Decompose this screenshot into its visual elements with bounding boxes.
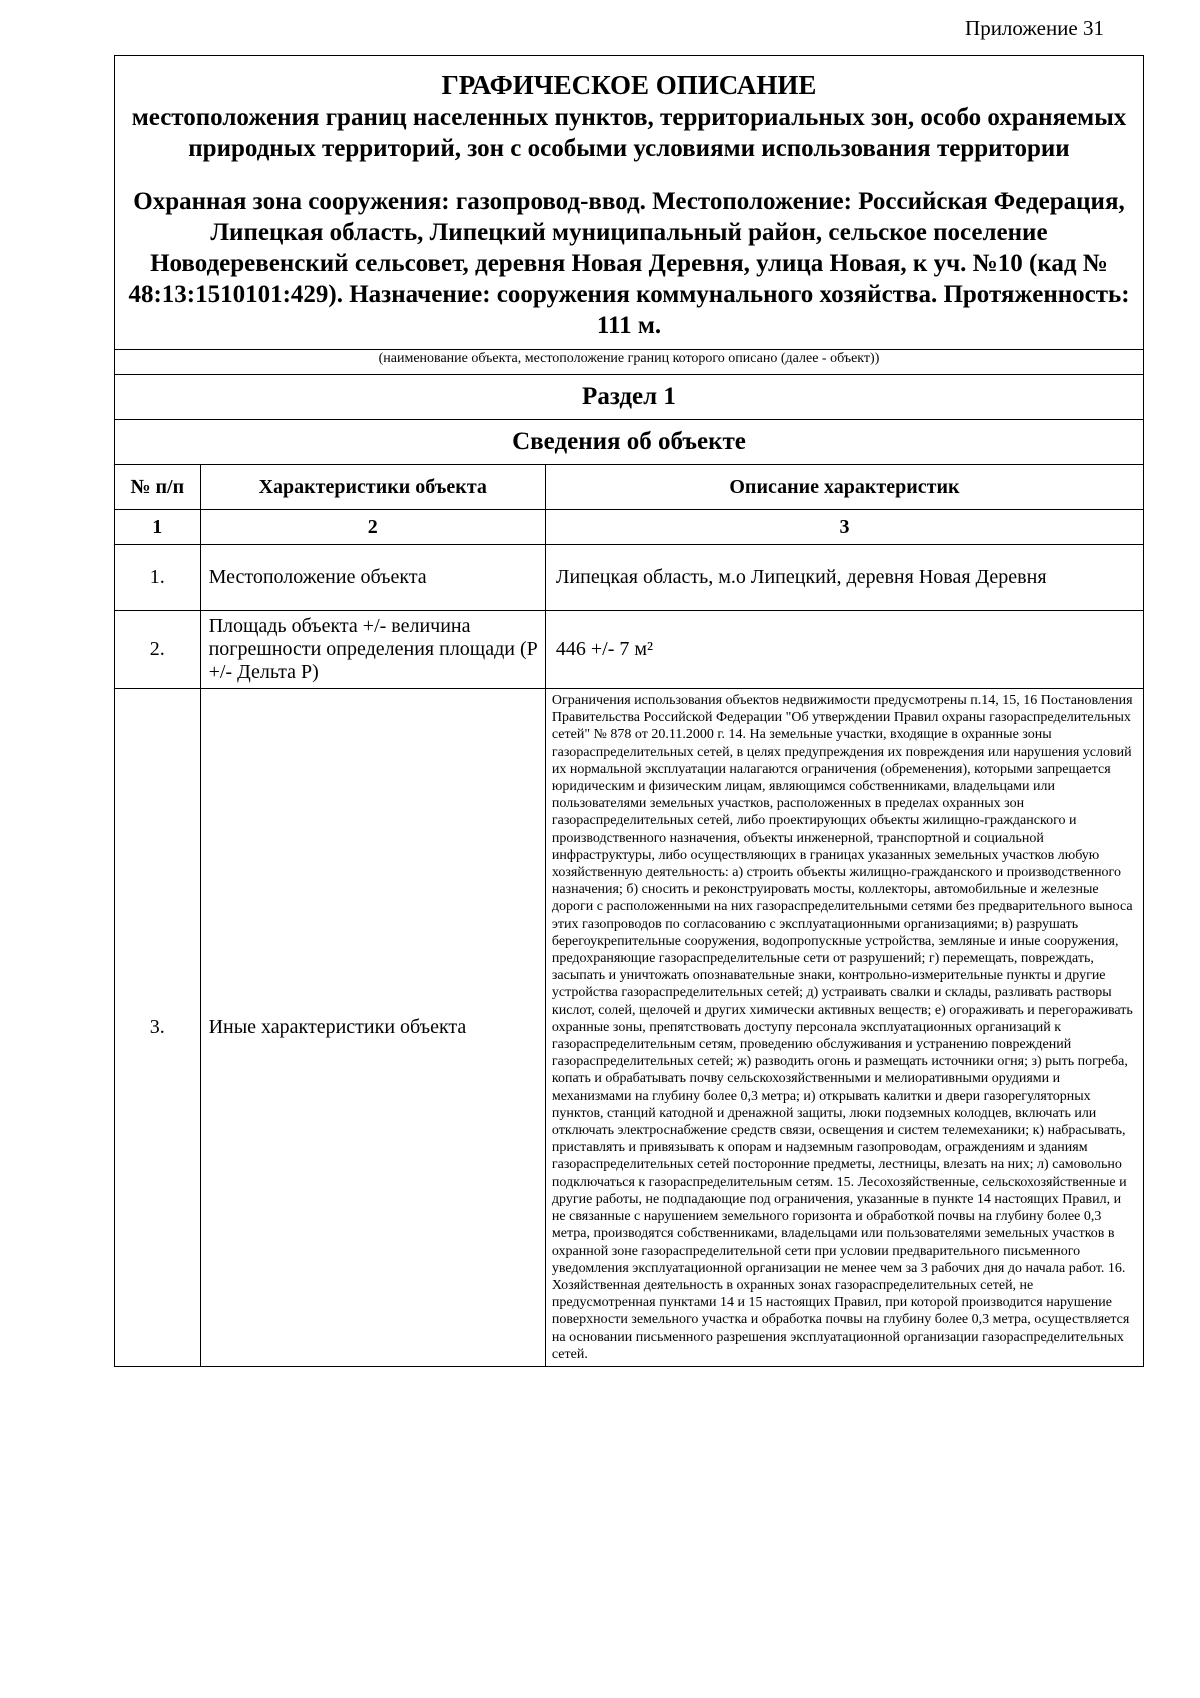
table-header-row: [115, 465, 1143, 510]
column-number-2: 2: [200, 510, 545, 545]
object-info-table: [115, 464, 1143, 1366]
document-title: ГРАФИЧЕСКОЕ ОПИСАНИЕ: [441, 70, 817, 100]
header-num: № п/п: [115, 465, 200, 510]
header-characteristic: Характеристики объекта: [200, 465, 545, 510]
object-name: Охранная зона сооружения: газопровод-ввод. Местоположение: Российская Федерация, Липецкая область, Липецкий муниципальный район, сельское поселение Новодеревенский сельсовет, деревня Новая Деревня, улица Новая, к уч. №10 (кад № 48:13:1510101:429). Назначение: сооружения коммунального хозяйства. Протяженность: 111 м.: [128, 188, 1130, 339]
row-number: 3.: [115, 689, 200, 1366]
header-description: Описание характеристик: [545, 465, 1143, 510]
column-number-3: 3: [545, 510, 1143, 545]
table-row: [115, 545, 1143, 611]
object-caption: (наименование объекта, местоположение границ которого описано (далее - объект)): [115, 349, 1143, 374]
section-subtitle: Сведения об объекте: [115, 419, 1143, 464]
appendix-label: Приложение 31: [965, 16, 1104, 40]
row-description: Ограничения использования объектов недвижимости предусмотрены п.14, 15, 16 Постановления Правительства Российской Федерации "Об утверждении Правил охраны газораспределительных сетей" № 878 от 20.11.2000 г. 14. На земельные участки, входящие в охранные зоны газораспределительных сетей, в целях предупреждения их повреждения или нарушения условий их нормальной эксплуатации налагаются ограничения (обременения), которыми запрещается юридическим и физическим лицам, являющимся собственниками, владельцами или пользователями земельных участков, расположенных в пределах охранных зон газораспределительных сетей, либо проектирующих объекты жилищно-гражданского и производственного назначения, объекты инженерной, транспортной и социальной инфраструктуры, либо осуществляющих в границах указанных земельных участков любую хозяйственную деятельность: а) строить объекты жилищно-гражданского и производственного назначения; б) сносить и реконструировать мосты, коллекторы, автомобильные и железные дороги с расположенными на них газораспределительными сетями без предварительного выноса этих газопроводов по согласованию с эксплуатационными организациями; в) разрушать берегоукрепительные сооружения, водопропускные устройства, земляные и иные сооружения, предохраняющие газораспределительные сети от разрушений; г) перемещать, повреждать, засыпать и уничтожать опознавательные знаки, контрольно-измерительные пункты и другие устройства газораспределительных сетей; д) устраивать свалки и склады, разливать растворы кислот, солей, щелочей и других химически активных веществ; е) огораживать и перегораживать охранные зоны, препятствовать доступу персонала эксплуатационных организаций к газораспределительным сетям, проведению обслуживания и устранению повреждений газораспределительных сетей; ж) разводить огонь и размещать источники огня; з) рыть погреба, копать и обрабатывать почву сельскохозяйственными и мелиоративными орудиями и механизмами на глубину более 0,3 метра; и) открывать калитки и двери газорегуляторных пунктов, станций катодной и дренажной защиты, люки подземных колодцев, включать или отключать электроснабжение средств связи, освещения и систем телемеханики; к) набрасывать, приставлять и привязывать к опорам и надземным газопроводам, ограждениям и зданиям газораспределительных сетей посторонние предметы, лестницы, влезать на них; л) самовольно подключаться к газораспределительным сетям. 15. Лесохозяйственные, сельскохозяйственные и другие работы, не подпадающие под ограничения, указанные в пункте 14 настоящих Правил, и не связанные с нарушением земельного горизонта и обработкой почвы на глубину более 0,3 метра, производятся собственниками, владельцами или пользователями земельных участков в охранной зоне газораспределительной сети при условии предварительного письменного уведомления эксплуатационной организации не менее чем за 3 рабочих дня до начала работ. 16. Хозяйственная деятельность в охранных зонах газораспределительных сетей, не предусмотренная пунктами 14 и 15 настоящих Правил, при которой производится нарушение поверхности земельного участка и обработка почвы на глубину более 0,3 метра, осуществляется на основании письменного разрешения эксплуатационной организации газораспределительных сетей.: [545, 689, 1143, 1366]
row-number: 1.: [115, 545, 200, 611]
document-frame: [114, 55, 1144, 1367]
table-row: [115, 689, 1143, 1366]
document-subtitle: местоположения границ населенных пунктов, территориальных зон, особо охраняемых природных территорий, зон с особыми условиями использования территории: [131, 104, 1127, 162]
row-number: 2.: [115, 611, 200, 689]
row-description: Липецкая область, м.о Липецкий, деревня Новая Деревня: [545, 545, 1143, 611]
table-row: [115, 611, 1143, 689]
document-header: [115, 56, 1143, 349]
row-characteristic: Местоположение объекта: [200, 545, 545, 611]
column-number-1: 1: [115, 510, 200, 545]
row-characteristic: Площадь объекта +/- величина погрешности определения площади (Р +/- Дельта Р): [200, 611, 545, 689]
column-number-row: [115, 510, 1143, 545]
row-description: 446 +/- 7 м²: [545, 611, 1143, 689]
row-characteristic: Иные характеристики объекта: [200, 689, 545, 1366]
section-title: Раздел 1: [115, 374, 1143, 419]
